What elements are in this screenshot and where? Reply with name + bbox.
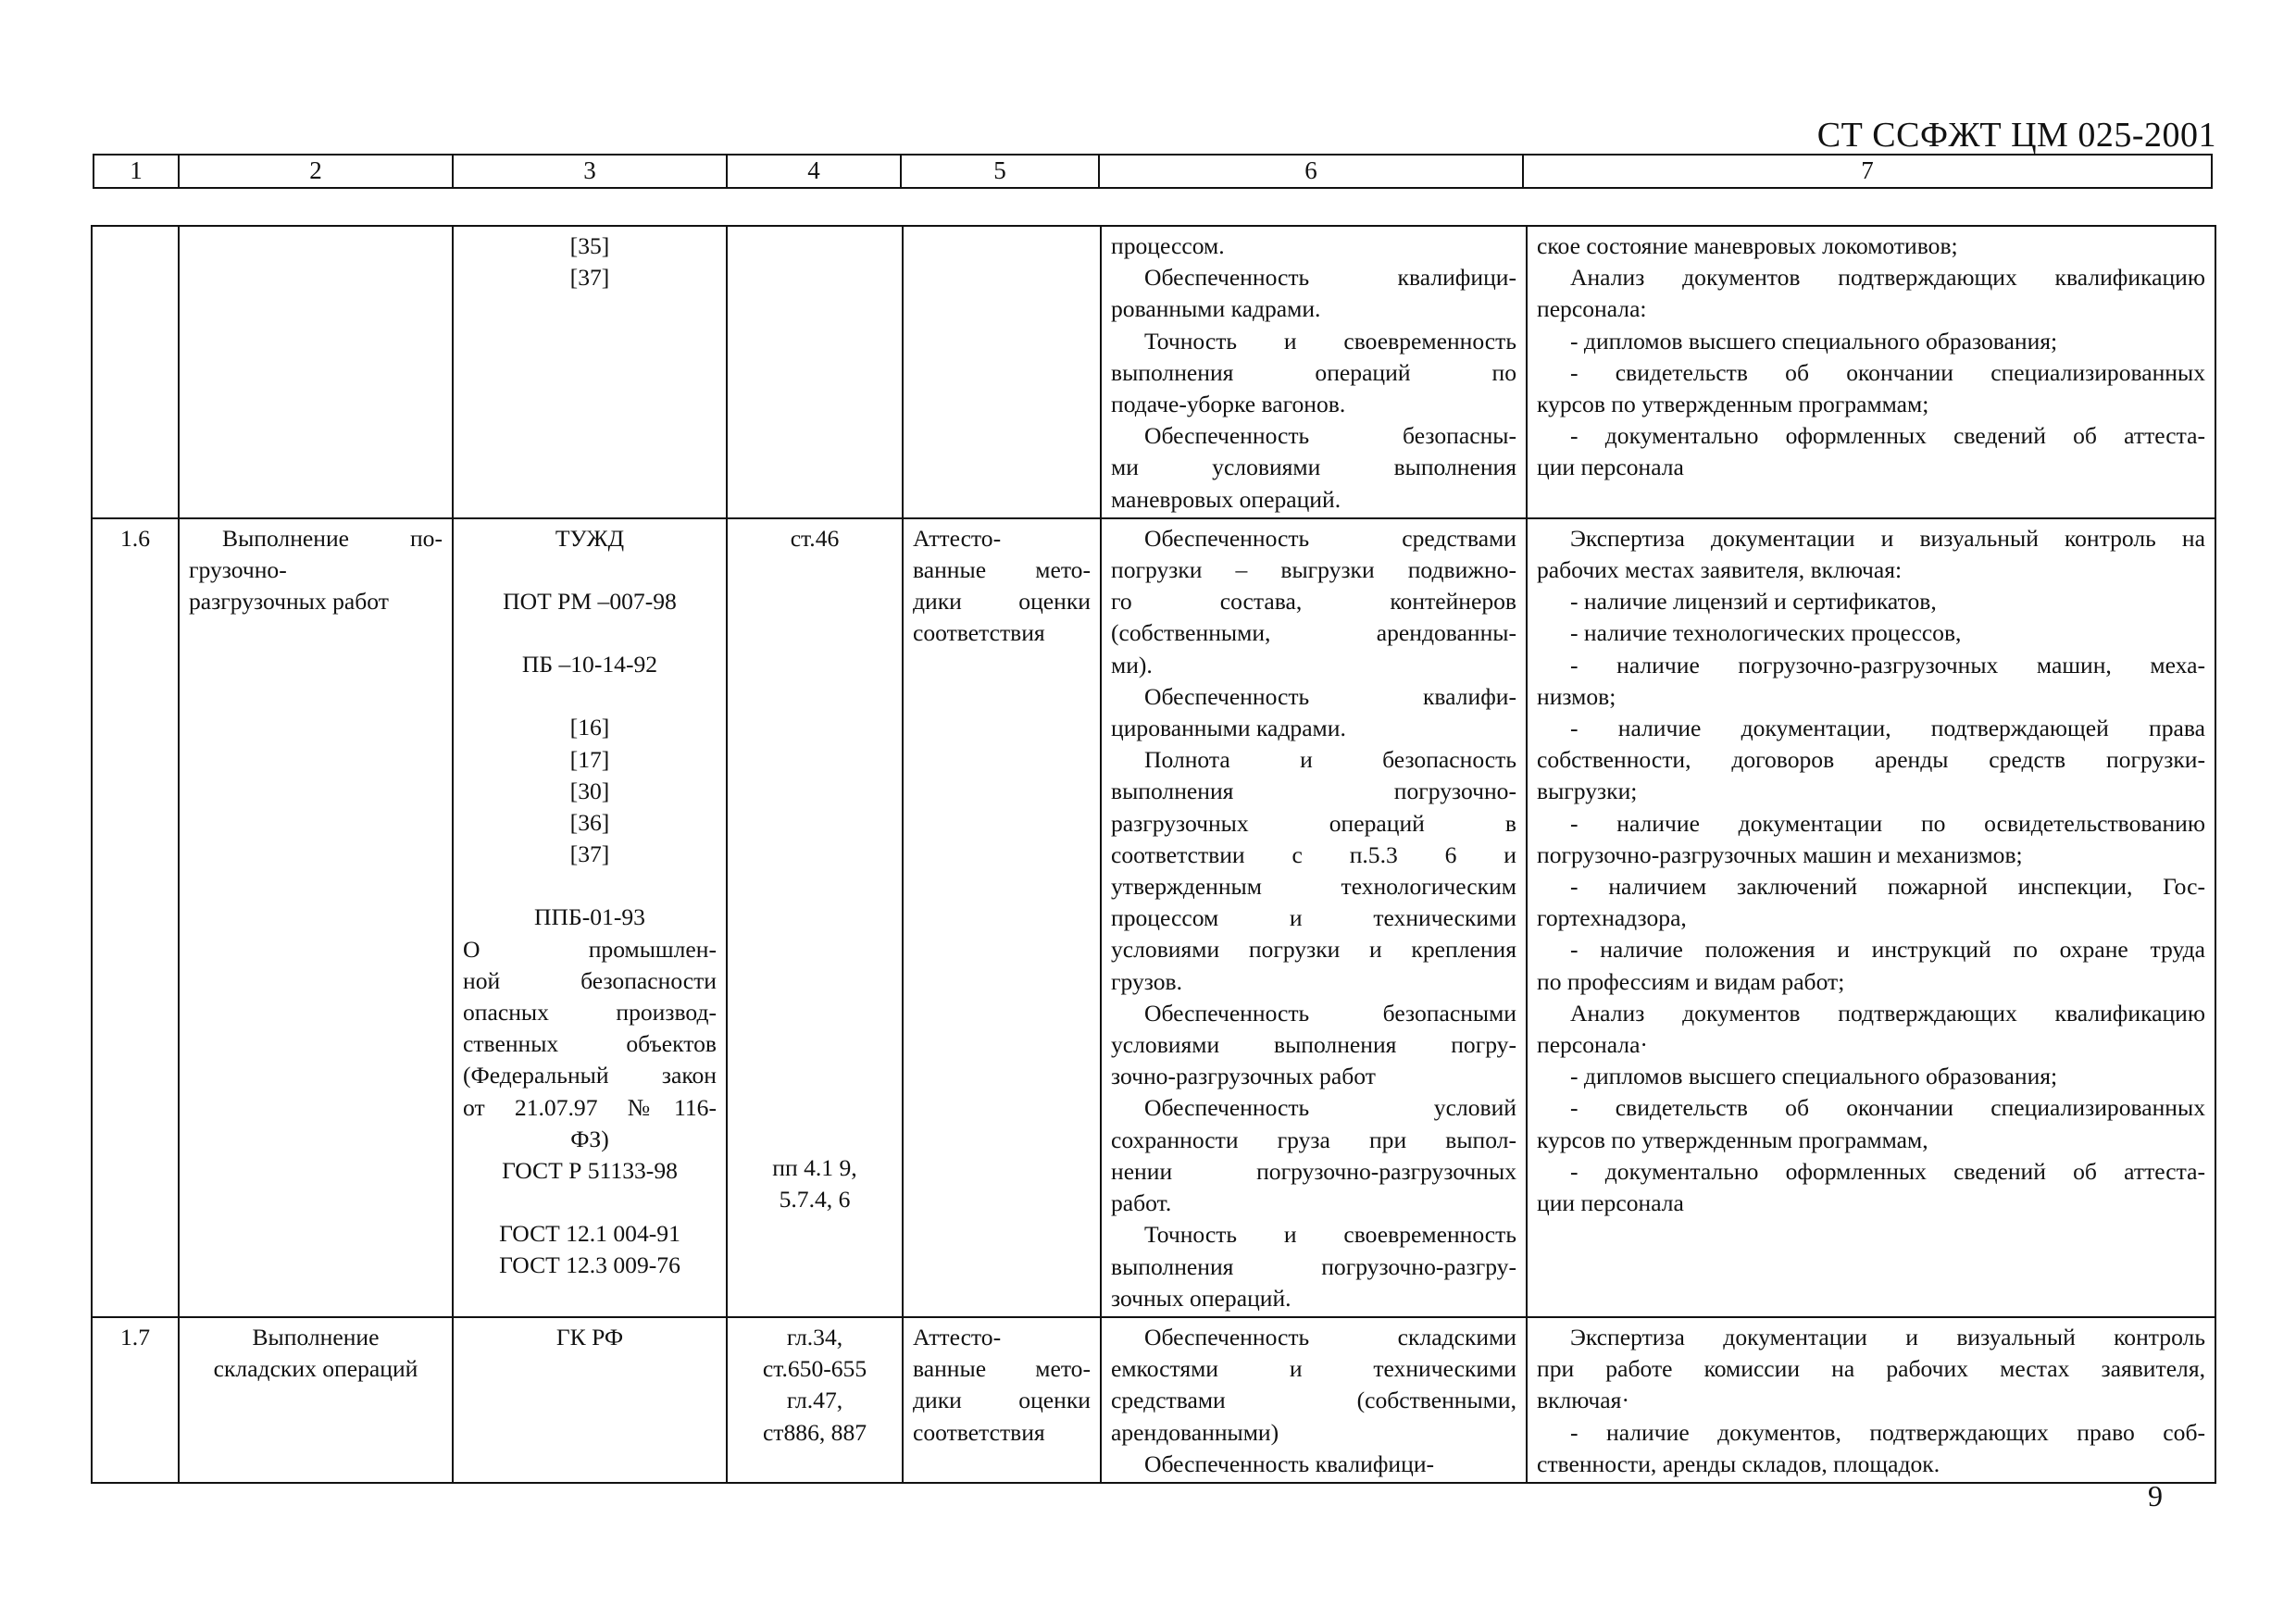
cell-line: соответствии с п.5.3 6 и xyxy=(1111,840,1516,868)
cell-line: выполнения погрузочно- xyxy=(1111,778,1516,805)
cell-line: ции персонала xyxy=(1537,454,1684,481)
cell-line: ст.650-655 xyxy=(762,1355,867,1383)
cell-line: ПОТ РМ –007-98 xyxy=(503,588,677,616)
cell-line: - документально оформленных сведений об аттеста- xyxy=(1570,422,2205,450)
cell-line xyxy=(737,1027,892,1058)
cell-line: Обеспеченность условий xyxy=(1144,1094,1516,1122)
cell-line: маневровых операций. xyxy=(1111,485,1341,513)
cell-line xyxy=(737,649,892,680)
cell-line: сохранности груза при выпол- xyxy=(1111,1126,1516,1153)
cell-line: нении погрузочно-разгрузочных xyxy=(1111,1157,1516,1185)
column-number: 1 xyxy=(94,155,179,188)
cell-line: Обеспеченность безопасными xyxy=(1144,999,1516,1027)
cell-line: ГК РФ xyxy=(555,1323,624,1350)
cell-line: выполнения погрузочно-разгру- xyxy=(1111,1252,1516,1280)
cell-line xyxy=(463,617,717,649)
cell-line: разгрузочных работ xyxy=(189,588,389,616)
clauses-cell xyxy=(727,1317,903,1483)
cell-line: (Федеральный закон xyxy=(463,1062,717,1089)
clauses-cell xyxy=(727,518,903,1317)
cell-line: гл.47, xyxy=(786,1387,843,1414)
cell-line: ППБ-01-93 xyxy=(534,903,645,931)
cell-line: опасных производ- xyxy=(463,999,717,1027)
cell-line: погрузочно-разгрузочных машин и механизмов; xyxy=(1537,840,2023,868)
item-number-cell xyxy=(92,1317,179,1483)
clauses-cell xyxy=(727,226,903,518)
cell-line: утвержденным технологическим xyxy=(1111,873,1516,901)
cell-line: ственности, аренды складов, площадок. xyxy=(1537,1450,1940,1477)
cell-line: - наличие погрузочно-разгрузочных машин, меха- xyxy=(1570,651,2205,678)
cell-line: - документально оформленных сведений об аттеста- xyxy=(1570,1157,2205,1185)
column-number: 4 xyxy=(727,155,901,188)
verification-cell xyxy=(1527,1317,2215,1483)
cell-line: [30] xyxy=(569,777,610,804)
cell-line: Выполнение по- xyxy=(222,524,443,552)
cell-line xyxy=(737,806,892,838)
cell-line: Обеспеченность квалифи- xyxy=(1144,682,1516,710)
table-row xyxy=(92,226,2215,518)
cell-line: складских операций xyxy=(213,1355,418,1383)
methods-cell xyxy=(903,226,1101,518)
page-number: 9 xyxy=(2148,1479,2163,1512)
cell-line xyxy=(737,554,892,586)
cell-line xyxy=(737,901,892,932)
cell-line: условиями погрузки и крепления xyxy=(1111,936,1516,964)
cell-line: Обеспеченность средствами xyxy=(1144,524,1516,552)
cell-line: цированными кадрами. xyxy=(1111,715,1346,742)
cell-line: Экспертиза документации и визуальный контроль на xyxy=(1570,524,2205,552)
column-number: 7 xyxy=(1523,155,2212,188)
cell-line: Экспертиза документации и визуальный контроль xyxy=(1570,1323,2205,1350)
column-number: 6 xyxy=(1099,155,1523,188)
cell-line: ГОСТ 12.1 004-91 xyxy=(499,1220,680,1248)
cell-line: по профессиям и видам работ; xyxy=(1537,967,1845,995)
cell-line: пп 4.1 9, xyxy=(772,1154,857,1182)
cell-line xyxy=(737,712,892,743)
cell-line: ми). xyxy=(1111,651,1153,678)
cell-line: (собственными, арендованны- xyxy=(1111,619,1516,647)
cell-line: Аттесто- xyxy=(913,524,1002,552)
cell-line: ми условиями выполнения xyxy=(1111,454,1516,481)
cell-line xyxy=(737,775,892,806)
cell-line: Обеспеченность квалифици- xyxy=(1144,264,1516,292)
cell-line: ское состояние маневровых локомотивов; xyxy=(1537,232,1958,259)
cell-line: ственных объектов xyxy=(463,1030,717,1058)
cell-line: ванные мето- xyxy=(913,556,1091,584)
cell-line: соответствия xyxy=(913,1418,1045,1446)
cell-line: зочных операций. xyxy=(1111,1284,1292,1312)
cell-line: гортехнадзора, xyxy=(1537,904,1687,932)
cell-line: дики оценки xyxy=(913,1387,1091,1414)
cell-line: ванные мето- xyxy=(913,1355,1091,1383)
cell-line xyxy=(737,995,892,1027)
cell-line: ст886, 887 xyxy=(762,1418,867,1446)
criteria-cell xyxy=(1101,1317,1527,1483)
cell-line: ГОСТ Р 51133-98 xyxy=(502,1157,678,1185)
cell-line xyxy=(463,870,717,902)
item-number-cell xyxy=(92,226,179,518)
cell-line: - наличие документации, подтверждающей права xyxy=(1570,715,2205,742)
cell-line: процессом. xyxy=(1111,232,1225,259)
table-row xyxy=(92,518,2215,1317)
cell-line: емкостями и техническими xyxy=(1111,1355,1516,1383)
cell-line: - дипломов высшего специального образования; xyxy=(1570,1063,2058,1090)
cell-line: [35] xyxy=(569,232,610,259)
cell-line: [37] xyxy=(569,264,610,292)
column-number: 2 xyxy=(179,155,453,188)
normative-docs-cell xyxy=(453,226,727,518)
cell-line xyxy=(737,1089,892,1121)
cell-line xyxy=(737,617,892,649)
cell-line: ФЗ) xyxy=(570,1125,609,1152)
cell-line: Полнота и безопасность xyxy=(1144,746,1516,774)
verification-cell xyxy=(1527,518,2215,1317)
cell-line xyxy=(737,1121,892,1152)
cell-line: соответствия xyxy=(913,619,1045,647)
cell-line: 1.7 xyxy=(120,1323,150,1350)
cell-line: при работе комиссии на рабочих местах заявителя, xyxy=(1537,1355,2205,1383)
activity-cell xyxy=(179,1317,453,1483)
cell-line: курсов по утвержденным программам; xyxy=(1537,391,1929,418)
cell-line: - свидетельств об окончании специализированных xyxy=(1570,1094,2205,1122)
cell-line: ной безопасности xyxy=(463,966,717,994)
cell-line: рабочих местах заявителя, включая: xyxy=(1537,556,1903,584)
cell-line: условиями выполнения погру- xyxy=(1111,1031,1516,1059)
cell-line: - наличие лицензий и сертификатов, xyxy=(1570,588,1937,616)
cell-line: Обеспеченность безопасны- xyxy=(1144,422,1516,450)
cell-line: ТУЖД xyxy=(555,524,625,552)
cell-line: - свидетельств об окончании специализированных xyxy=(1570,358,2205,386)
cell-line: разгрузочных операций в xyxy=(1111,809,1516,837)
cell-line: арендованными) xyxy=(1111,1418,1279,1446)
cell-line: дики оценки xyxy=(913,588,1091,616)
cell-line xyxy=(737,680,892,712)
cell-line: Выполнение xyxy=(252,1323,380,1350)
cell-line: - наличие документации по освидетельствованию xyxy=(1570,809,2205,837)
methods-cell xyxy=(903,518,1101,1317)
cell-line: 5.7.4, 6 xyxy=(779,1186,851,1214)
criteria-cell xyxy=(1101,226,1527,518)
cell-line xyxy=(463,680,717,712)
item-number-cell xyxy=(92,518,179,1317)
cell-line: гл.34, xyxy=(786,1323,843,1350)
cell-line: Аттесто- xyxy=(913,1323,1002,1350)
cell-line: - наличие технологических процессов, xyxy=(1570,619,1962,647)
normative-docs-cell xyxy=(453,518,727,1317)
cell-line: Анализ документов подтверждающих квалификацию xyxy=(1570,264,2205,292)
cell-line: персонала: xyxy=(1537,295,1647,323)
column-numbering-table xyxy=(93,154,2213,189)
cell-line xyxy=(737,838,892,869)
table-row xyxy=(92,1317,2215,1483)
cell-line xyxy=(737,1058,892,1089)
methods-cell xyxy=(903,1317,1101,1483)
cell-line: грузочно- xyxy=(189,556,287,584)
cell-line: - наличие положения и инструкций по охране труда xyxy=(1570,936,2205,964)
column-number: 5 xyxy=(901,155,1099,188)
cell-line: - наличие документов, подтверждающих право соб- xyxy=(1570,1418,2205,1446)
column-numbering-row xyxy=(94,155,2212,188)
cell-line: погрузки – выгрузки подвижно- xyxy=(1111,556,1516,584)
cell-line: работ. xyxy=(1111,1189,1172,1217)
cell-line: - дипломов высшего специального образования; xyxy=(1570,327,2058,355)
cell-line: Точность и своевременность xyxy=(1144,327,1516,355)
cell-line: ции персонала xyxy=(1537,1189,1684,1217)
cell-line: грузов. xyxy=(1111,967,1182,995)
cell-line: персонала· xyxy=(1537,1031,1648,1059)
cell-line: ГОСТ 12.3 009-76 xyxy=(499,1251,680,1279)
normative-docs-cell xyxy=(453,1317,727,1483)
cell-line: Обеспеченность квалифици- xyxy=(1144,1450,1435,1477)
cell-line: подаче-уборке вагонов. xyxy=(1111,391,1346,418)
cell-line: [16] xyxy=(569,714,610,741)
cell-line: Анализ документов подтверждающих квалификацию xyxy=(1570,999,2205,1027)
requirements-table xyxy=(91,225,2216,1484)
cell-line: рованными кадрами. xyxy=(1111,295,1321,323)
cell-line: Обеспеченность складскими xyxy=(1144,1323,1516,1350)
cell-line xyxy=(737,869,892,901)
cell-line: средствами (собственными, xyxy=(1111,1387,1516,1414)
cell-line xyxy=(737,964,892,995)
cell-line: собственности, договоров аренды средств погрузки- xyxy=(1537,746,2205,774)
cell-line: ст.46 xyxy=(790,524,840,552)
cell-line: О промышлен- xyxy=(463,935,717,963)
verification-cell xyxy=(1527,226,2215,518)
cell-line xyxy=(463,554,717,586)
cell-line: [36] xyxy=(569,809,610,837)
cell-line: ПБ –10-14-92 xyxy=(521,651,658,678)
document-code: СТ ССФЖТ ЦМ 025-2001 xyxy=(1816,116,2216,155)
activity-cell xyxy=(179,226,453,518)
cell-line: выгрузки; xyxy=(1537,778,1638,805)
cell-line: низмов; xyxy=(1537,682,1616,710)
cell-line: включая· xyxy=(1537,1387,1629,1414)
cell-line xyxy=(737,932,892,964)
cell-line: [17] xyxy=(569,745,610,773)
cell-line: курсов по утвержденным программам, xyxy=(1537,1126,1928,1153)
cell-line: от 21.07.97 №116- xyxy=(463,1093,717,1121)
activity-cell xyxy=(179,518,453,1317)
cell-line: 1.6 xyxy=(120,524,150,552)
cell-line xyxy=(737,743,892,775)
cell-line: - наличием заключений пожарной инспекции, Гос- xyxy=(1570,873,2205,901)
cell-line xyxy=(737,586,892,617)
column-number: 3 xyxy=(453,155,727,188)
criteria-cell xyxy=(1101,518,1527,1317)
cell-line: Точность и своевременность xyxy=(1144,1221,1516,1249)
cell-line: зочно-разгрузочных работ xyxy=(1111,1063,1376,1090)
cell-line: го состава, контейнеров xyxy=(1111,588,1516,616)
cell-line: процессом и техническими xyxy=(1111,904,1516,932)
cell-line: [37] xyxy=(569,840,610,868)
cell-line xyxy=(463,1187,717,1218)
cell-line: выполнения операций по xyxy=(1111,358,1516,386)
